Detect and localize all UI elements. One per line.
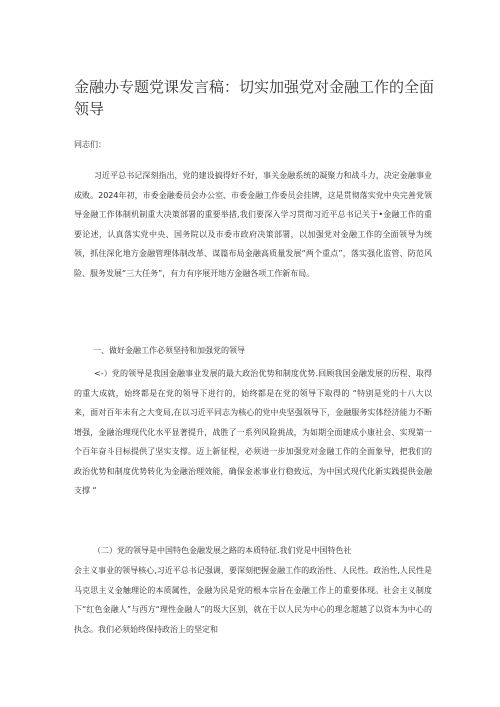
paragraph-2: <-）党的领导是我国金融事业发展的最大政治优势和制度优势.回顾我国金融发展的历程、取得的重大成就，始终都是在党的领导下进行的，始终都是在党的领导下取得的 “特别是党的十八大以来，面对百年未有之大变局,在以习近平同志为核心的党中央坚强领导下，金融服务实体经济能力不断增强，金融治理现代化水平显著提升，战胜了一系列风险挑战，为如期全面建成小康社会、实现第一个百年奋斗目标提供了坚实支撑。迈上新征程，必须进一步加强党对金融工作的全面象导，把我们的政治优势和制度优势转化为金融治理效能，确保金凇事业行稳致远，为中国式现代化新实践提供金融支撑 “ [74,369,432,495]
salutation: 同志们： [74,140,106,149]
document-title: 金融办专题党课发言稿：切实加强党对金融工作的全面领导 [74,78,435,118]
section-heading-1: 一、做好金融工作必须坚持和加强党的领导 [93,346,245,355]
section-heading-2: （二）党的领导是中国特色金融发展之路的本质特征.我们党是中国特色社 [93,546,352,555]
paragraph-1: 习近平总书记深刻指出，党的建设搞得好不好，事关金融系统的凝聚力和战斗力，决定金融事业成败。2024年初，市委金融委员会办公室、市委金融工作委员会挂牌，这是贯彻落实党中央完善党领导金融工作体制机制重大决策部署的重要举措,我们要深入学习贯彻习近平总书记关于•金融工作的重要论述，认真落实党中央、国务院以及市委市政府决策部署，以加强党对金融工作的全面领导为统领，抓住深化地方金融管理体制改革、谋篇布局金融高质量发展“两个重点”，落实强化监管、防范风险、服务发展“三大任务”，有力有序展开地方金融各项工作新布局。 [74,171,432,278]
paragraph-3: 会主义事业的领导核心,习近平总书记强调，要深刻把握金融工作的政治性、人民性。政治性,人民性是马克思主义金触理论的本质属性，金融为民是党的根本宗旨在金融工作上的重要体现。社会主义制度下“红色金融人”与西方“理性金融人”的圾大区别，就在于以人民为中心的理念超越了以资本为中心的执念。我们必须始终保持政治上的坚定和 [74,566,432,634]
